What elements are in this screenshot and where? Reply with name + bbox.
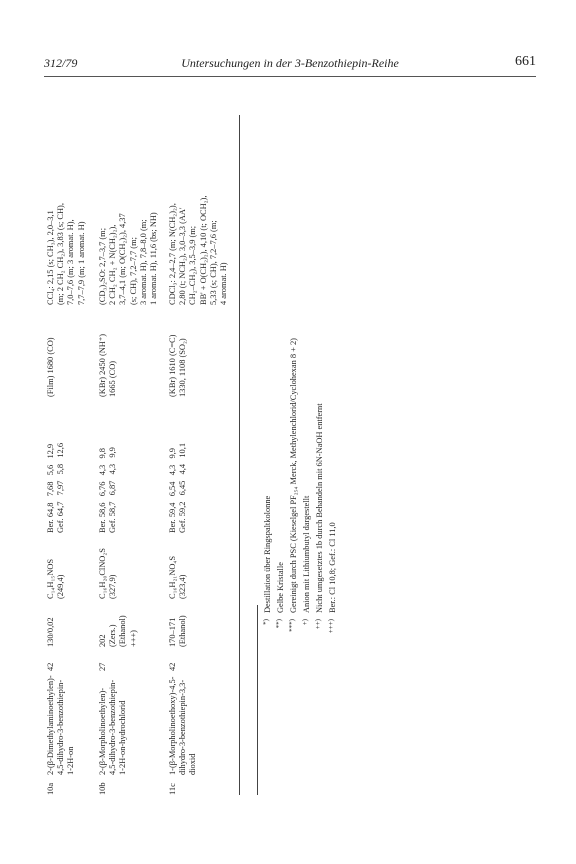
ir-data: (Film) 1680 (CO) xyxy=(46,337,55,397)
compound-name: 2-(β-Dimethylaminoethylen)- 4,5-dihydro-3-benzothiepin- 1-2H-on xyxy=(46,675,76,775)
footnote: +)Anion mit Lithiumbutyl dargestellt xyxy=(301,495,311,626)
formula: C₁₄H₁₅NOS (249,4) xyxy=(46,558,66,599)
analysis: Ber. 58,6 6,76 4,3 9,8 Gef. 58,7 6,87 4,3 9,9 xyxy=(98,447,118,533)
compound-table xyxy=(40,75,256,795)
formula: C₁₆H₂₁NO₄S (323,4) xyxy=(168,556,188,599)
table-bottom-rule xyxy=(239,115,240,795)
melting-point: 130/0,02 xyxy=(46,617,55,647)
analysis: Ber. 64,8 7,68 5,6 12,9 Gef. 64,7 7,97 5,8 12,6 xyxy=(46,442,66,533)
footnote: **)Gelbe Kristalle xyxy=(275,562,285,629)
nmr-data: CCl₄: 2,15 (s; CH₃), 2,0–3,1 (m; 2 CH₂ CH₂), 3,83 (s; CH), 7,0–7,6 (m; 3 aromat. H), 7,7–7,9 (m; 1 aromat. H) xyxy=(46,203,86,305)
running-header xyxy=(44,56,536,76)
ir-data: (KBr) 2450 (NH⁺) 1665 (CO) xyxy=(98,333,118,397)
yield: 42 xyxy=(168,662,177,671)
footnotes xyxy=(260,75,360,795)
yield: 27 xyxy=(98,662,107,671)
melting-point: 170–171 (Ethanol) xyxy=(168,615,188,647)
nmr-data: (CD₃)₂SO: 2,7–3,7 (m; 2 CH₂ CH₂ + N(CH₂)₂), 3,7–4,1 (m; O(CH₂)₂), 4,37 (s; CH), 7,2–7,7 (m; 3 aromat. H), 7,8–8,0 (m; 1 aromat. H), 11,6 (bs; NH) xyxy=(98,212,159,305)
footnote: +++)Ber.: Cl 10,8; Gef.: Cl 11,0 xyxy=(327,522,337,634)
formula: C₁₆H₂₀ClNO₂S (327,9) xyxy=(98,548,118,599)
compound-name: 2-(β-Morpholinoethylen)- 4,5-dihydro-3-benzothiepin- 1-2H-on-hydrochlorid xyxy=(98,679,128,775)
nmr-data: CDCl₃: 2,4–2,7 (m; N(CH₂)₂), 2,80 (t; NCH₂), 3,0–3,3 (AA' CH₂–CH₂), 3,5–3,9 (m; BB' + O(CH₂)₂), 4,10 (t; OCH₂), 5,33 (s; CH), 7,2–7,6 (m; 4 aromat. H) xyxy=(168,195,229,305)
analysis: Ber. 59,4 6,54 4,3 9,9 Gef. 59,2 6,45 4,4 10,1 xyxy=(168,442,188,533)
footnote: ++)Nicht umgesetztes 1b durch Behandeln mit 6N-NaOH entfernt xyxy=(314,403,324,630)
footnote: *)Destillation über Ringspaltkolonne xyxy=(262,495,272,625)
compound-id: 11c xyxy=(168,783,177,795)
footnote-rule xyxy=(257,605,258,795)
ir-data: (KBr) 1610 (C=C) 1330, 1108 (SO₂) xyxy=(168,334,188,397)
page-number: 661 xyxy=(515,54,536,69)
journal-issue: 312/79 xyxy=(44,56,78,70)
running-title: Untersuchungen in der 3-Benzothiepin-Reihe xyxy=(181,56,399,70)
compound-name: 1-(β-Morpholinoethoxy)-4,5- dihydro-3-benzothiepin-3,3- dioxid xyxy=(168,676,198,775)
compound-id: 10b xyxy=(98,782,107,795)
melting-point: 202 (Zers.) (Ethanol) +++) xyxy=(98,615,138,647)
yield: 42 xyxy=(46,662,55,671)
compound-id: 10a xyxy=(46,782,55,795)
footnote: ***)Gereinigt durch PSC (Kieselgel PF₂₅₄ Merck, Methylenchlorid/Cyclohexan 8 + 2) xyxy=(288,338,298,632)
